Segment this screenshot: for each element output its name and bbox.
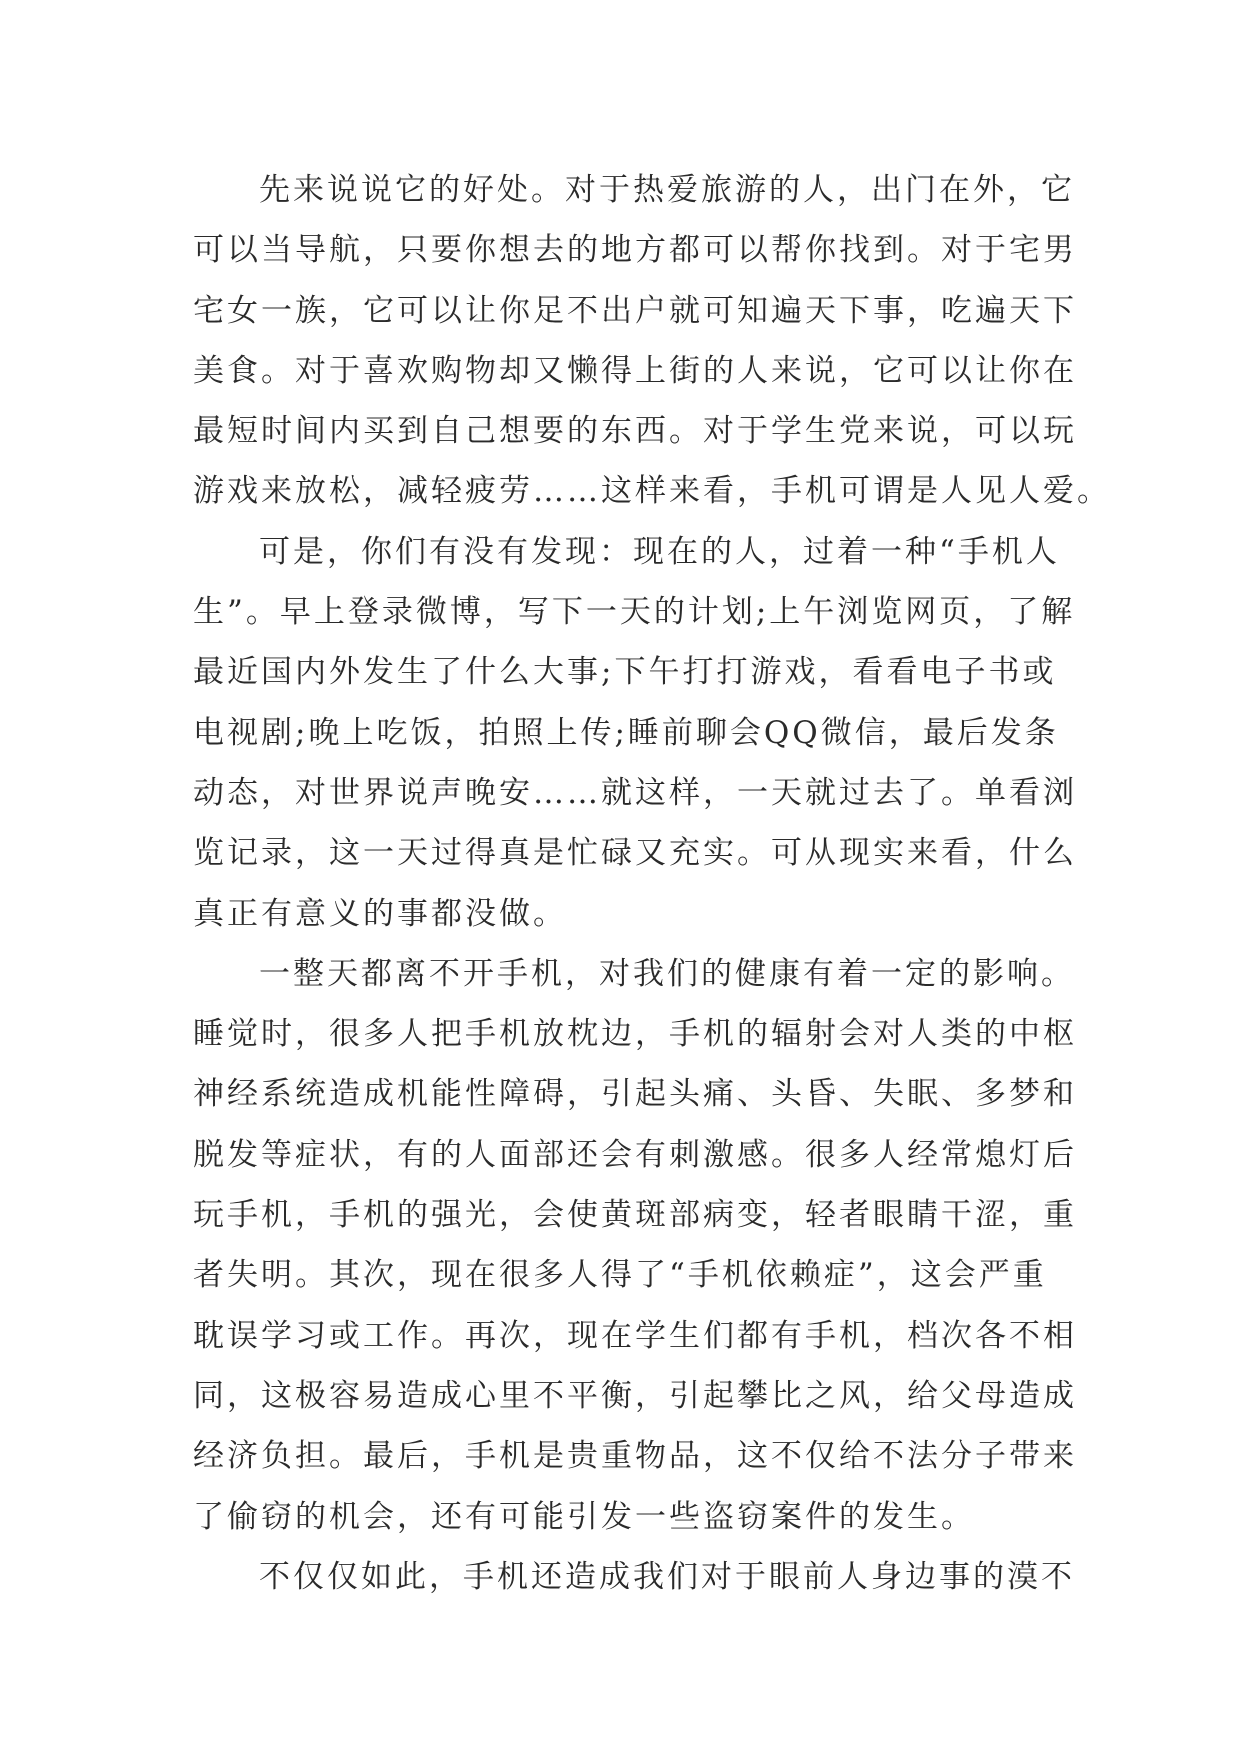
paragraph-1-line-4: 美食。对于喜欢购物却又懒得上街的人来说，它可以让你在 (193, 352, 1077, 389)
paragraph-1-line-1: 先来说说它的好处。对于热爱旅游的人，出门在外，它 (259, 172, 1075, 208)
document-body (193, 160, 1111, 1607)
paragraph-2-line-1: 可是，你们有没有发现：现在的人，过着一种“手机人 (259, 533, 1060, 570)
paragraph-1-line-2: 可以当导航，只要你想去的地方都可以帮你找到。对于宅男 (193, 232, 1077, 269)
paragraph-3-line-4: 脱发等症状，有的人面部还会有刺激感。很多人经常熄灯后 (193, 1136, 1077, 1173)
paragraph-3-line-9: 经济负担。最后，手机是贵重物品，这不仅给不法分子带来 (193, 1438, 1077, 1475)
paragraph-2-line-4: 电视剧;晚上吃饭，拍照上传;睡前聊会QQ微信，最后发条 (193, 714, 1059, 751)
paragraph-3-line-2: 睡觉时，很多人把手机放枕边，手机的辐射会对人类的中枢 (193, 1016, 1077, 1053)
paragraph-1-line-3: 宅女一族，它可以让你足不出户就可知遍天下事，吃遍天下 (193, 292, 1077, 329)
paragraph-2-line-2: 生”。早上登录微博，写下一天的计划;上午浏览网页，了解 (193, 594, 1076, 631)
paragraph-1-line-5: 最短时间内买到自己想要的东西。对于学生党来说，可以玩 (193, 413, 1077, 450)
paragraph-3-line-8: 同，这极容易造成心里不平衡，引起攀比之风，给父母造成 (193, 1377, 1077, 1414)
paragraph-3-line-5: 玩手机，手机的强光，会使黄斑部病变，轻者眼睛干涩，重 (193, 1197, 1077, 1234)
paragraph-2-line-6: 览记录，这一天过得真是忙碌又充实。可从现实来看，什么 (193, 835, 1077, 872)
paragraph-3-line-1: 一整天都离不开手机，对我们的健康有着一定的影响。 (259, 955, 1075, 992)
paragraph-2-line-5: 动态，对世界说声晚安……就这样，一天就过去了。单看浏 (193, 774, 1077, 811)
paragraph-2-line-3: 最近国内外发生了什么大事;下午打打游戏，看看电子书或 (193, 654, 1057, 691)
paragraph-4-line-1: 不仅仅如此，手机还造成我们对于眼前人身边事的漠不 (259, 1558, 1075, 1595)
paragraph-1-line-6: 游戏来放松，减轻疲劳……这样来看，手机可谓是人见人爱。 (193, 473, 1111, 510)
paragraph-2-line-7: 真正有意义的事都没做。 (193, 895, 567, 932)
paragraph-3-line-7: 耽误学习或工作。再次，现在学生们都有手机，档次各不相 (193, 1317, 1077, 1354)
paragraph-3-line-10: 了偷窃的机会，还有可能引发一些盗窃案件的发生。 (193, 1498, 975, 1535)
paragraph-3-line-6: 者失明。其次，现在很多人得了“手机依赖症”，这会严重 (193, 1257, 1047, 1294)
paragraph-3-line-3: 神经系统造成机能性障碍，引起头痛、头昏、失眠、多梦和 (193, 1076, 1077, 1113)
